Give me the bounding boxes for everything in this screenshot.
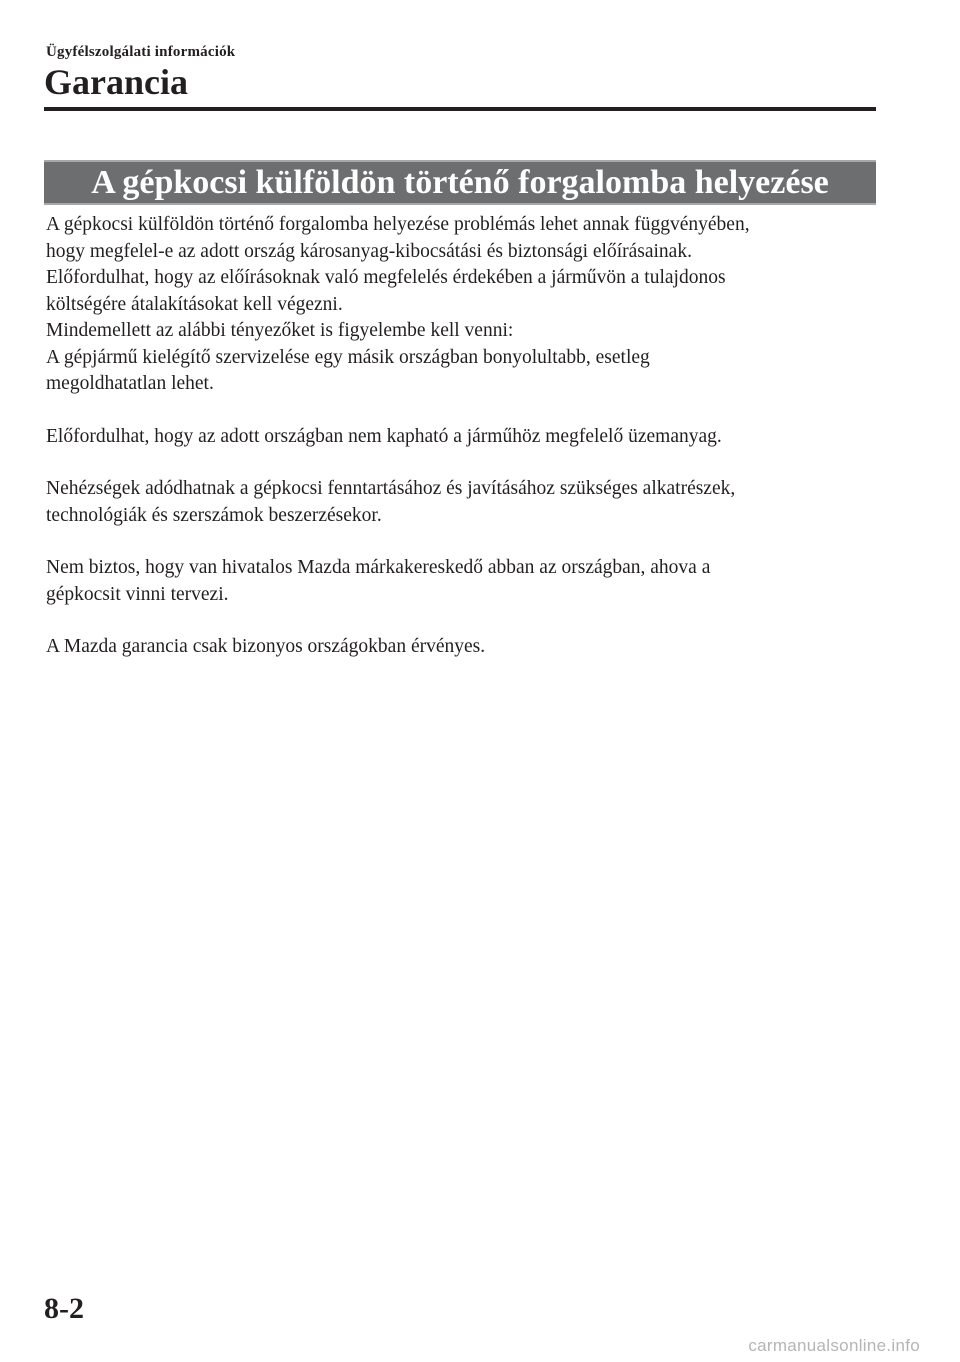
body-line: A Mazda garancia csak bizonyos országokban érvényes. (46, 636, 486, 657)
body-line: Mindemellett az alábbi tényezőket is figyelembe kell venni: (46, 320, 514, 341)
page-number: 8-2 (44, 1292, 84, 1325)
body-text (46, 212, 876, 661)
body-line: megoldhatatlan lehet. (46, 373, 214, 394)
body-line: A gépjármű kielégítő szervizelése egy másik országban bonyolultabb, esetleg (46, 346, 650, 368)
header-rule (44, 107, 876, 111)
body-line: Nem biztos, hogy van hivatalos Mazda márkakereskedő abban az országban, ahova a (46, 557, 711, 578)
watermark: carmanualsonline.info (748, 1336, 920, 1355)
body-line: Előfordulhat, hogy az adott országban nem kapható a járműhöz megfelelő üzemanyag. (46, 425, 722, 447)
body-line: gépkocsit vinni tervezi. (46, 583, 229, 605)
body-line: Előfordulhat, hogy az előírásoknak való megfelelés érdekében a járművön a tulajdonos (46, 267, 726, 288)
body-line: technológiák és szerszámok beszerzésekor. (46, 504, 382, 526)
body-line: költségére átalakításokat kell végezni. (46, 293, 343, 315)
body-line: hogy megfelel-e az adott ország károsanyag-kibocsátási és biztonsági előírásainak. (46, 240, 692, 262)
body-line: A gépkocsi külföldön történő forgalomba helyezése problémás lehet annak függvényében, (46, 214, 750, 235)
body-line: Nehézségek adódhatnak a gépkocsi fenntartásához és javításához szükséges alkatrészek, (46, 478, 736, 499)
topic-title: A gépkocsi külföldön történő forgalomba helyezése (91, 163, 829, 201)
section-title: Garancia (44, 62, 188, 102)
chapter-label: Ügyfélszolgálati információk (46, 44, 236, 60)
topic-banner (44, 160, 876, 205)
